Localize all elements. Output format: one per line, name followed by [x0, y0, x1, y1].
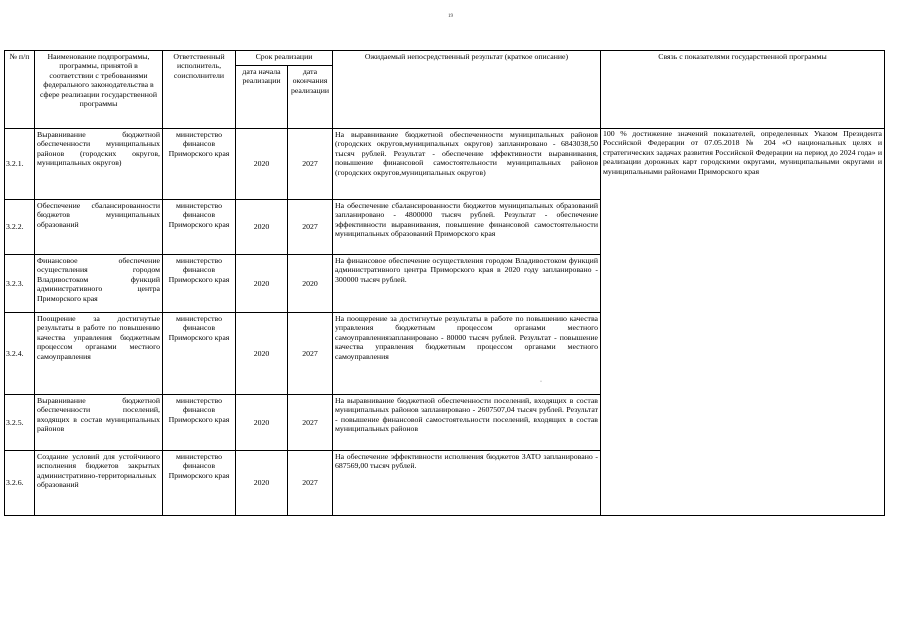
row-start: 2020 [236, 255, 288, 313]
row-end: 2027 [288, 313, 333, 395]
row-start: 2020 [236, 129, 288, 200]
row-responsible: министерство финансов Приморского края [163, 395, 236, 451]
header-responsible: Ответственный исполнитель, соисполнители [163, 51, 236, 129]
row-result: На поощерение за достигнутые результаты в работе по повышению качества управления бюджетным процессом органами местного самоуправлениязапланировано - 80000 тысяч рублей. Результат - повышение качества управления бюджетным процессом органами местного самоуправления [333, 313, 601, 395]
link-cell: 100 % достижение значений показателей, определенных Указом Президента Российской Федерации от 07.05.2018 № 204 «О национальных целях и стратегических задачах развития Российской Федерации на период до 2024 года» и реализации дорожных карт городскими округами, муниципальными округами и муниципальными районами Приморского края [601, 129, 885, 516]
row-start: 2020 [236, 395, 288, 451]
row-end: 2027 [288, 129, 333, 200]
row-num: 3.2.5. [5, 395, 35, 451]
row-num: 3.2.3. [5, 255, 35, 313]
row-responsible: министерство финансов Приморского края [163, 255, 236, 313]
page-number: 19 [448, 14, 453, 19]
row-name: Финансовое обеспечение осуществления городом Владивостоком функций административного центра Приморского края [35, 255, 163, 313]
row-num: 3.2.1. [5, 129, 35, 200]
row-result: На финансовое обеспечение осуществления городом Владивостоком функций административного центра Приморского края в 2020 году запланировано - 300000 тысяч рублей. [333, 255, 601, 313]
row-end: 2027 [288, 200, 333, 255]
header-result: Ожидаемый непосредственный результат (краткое описание) [333, 51, 601, 129]
row-result: На обеспечение эффективности исполнения бюджетов ЗАТО запланировано - 687569,00 тысяч рублей. [333, 451, 601, 516]
header-row-1 [5, 51, 885, 66]
stray-mark: · [540, 379, 542, 385]
table-row [5, 129, 885, 200]
row-end: 2027 [288, 395, 333, 451]
row-responsible: министерство финансов Приморского края [163, 451, 236, 516]
row-result: На обеспечение сбалансированности бюджетов муниципальных образований запланировано - 4800000 тысяч рублей. Результат - обеспечение эффективности выравнивания, повышение финансовой самостоятельности муниципальных образований Приморского края [333, 200, 601, 255]
row-num: 3.2.4. [5, 313, 35, 395]
row-name: Поощрение за достигнутые результаты в работе по повышению качества управления бюджетным процессом органами местного самоуправления [35, 313, 163, 395]
row-responsible: министерство финансов Приморского края [163, 129, 236, 200]
row-name: Обеспечение сбалансированности бюджетов муниципальных образований [35, 200, 163, 255]
row-name: Создание условий для устойчивого исполнения бюджетов закрытых административно-территориальных образований [35, 451, 163, 516]
row-num: 3.2.2. [5, 200, 35, 255]
row-result: На выравнивание бюджетной обеспеченности поселений, входящих в состав муниципальных районов запланировано - 2607507,04 тысяч рублей. Результат - повышение финансовой самостоятельности поселений, входящих в состав муниципальных районов [333, 395, 601, 451]
header-start: дата начала реализации [236, 66, 288, 129]
row-responsible: министерство финансов Приморского края [163, 313, 236, 395]
header-name: Наименование подпрограммы, программы, принятой в соответствии с требованиями федерального законодательства в сфере реализации государственной программы [35, 51, 163, 129]
row-name: Выравнивание бюджетной обеспеченности поселений, входящих в состав муниципальных районов [35, 395, 163, 451]
row-name: Выравнивание бюджетной обеспеченности муниципальных районов (городских округов, муниципальных округов) [35, 129, 163, 200]
program-table [4, 50, 885, 516]
row-responsible: министерство финансов Приморского края [163, 200, 236, 255]
row-num: 3.2.6. [5, 451, 35, 516]
row-end: 2020 [288, 255, 333, 313]
row-end: 2027 [288, 451, 333, 516]
row-start: 2020 [236, 200, 288, 255]
header-num: № п/п [5, 51, 35, 129]
header-link: Связь с показателями государственной программы [601, 51, 885, 129]
header-term: Срок реализации [236, 51, 333, 66]
row-start: 2020 [236, 451, 288, 516]
row-result: На выравнивание бюджетной обеспеченности муниципальных районов (городских округов,муниципальных округов) запланировано - 6843038,50 тысяч рублей. Результат - обеспечение эффективности выравнивания, повышение финансовой самостоятельности муниципальных районов (городских округов,муниципальных округов) [333, 129, 601, 200]
header-end: дата окончания реализации [288, 66, 333, 129]
row-start: 2020 [236, 313, 288, 395]
